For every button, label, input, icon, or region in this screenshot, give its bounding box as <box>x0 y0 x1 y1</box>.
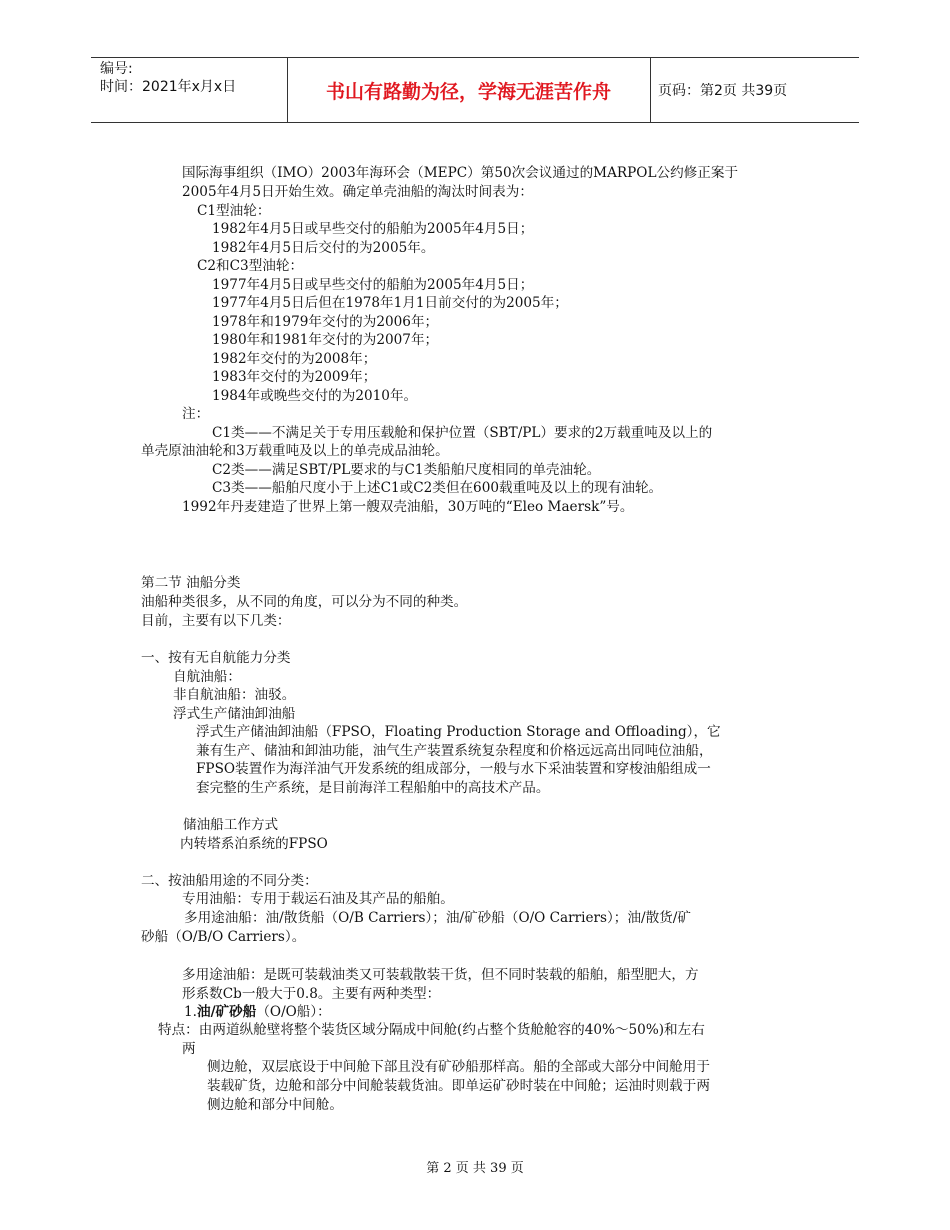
text-line: 1980年和1981年交付的为2007年； <box>212 332 439 348</box>
text-line: 1977年4月5日或早些交付的船舶为2005年4月5日； <box>212 277 534 293</box>
text-line: 浮式生产储油卸油船（FPSO，Floating Production Storage and Offloading），它 <box>196 724 721 740</box>
text-line: 非自航油船：油驳。 <box>173 687 296 703</box>
text-line: 专用油船：专用于载运石油及其产品的船舶。 <box>182 891 454 907</box>
text-line: 储油船工作方式 <box>183 817 279 833</box>
text-line: 目前，主要有以下几类： <box>141 613 291 629</box>
text-line: 1982年4月5日或早些交付的船舶为2005年4月5日； <box>212 221 534 237</box>
text-line: 2005年4月5日开始生效。确定单壳油船的淘汰时间表为： <box>182 184 533 200</box>
text-line: 国际海事组织（IMO）2003年海环会（MEPC）第50次会议通过的MARPOL公约修正案于 <box>182 165 739 181</box>
text-line: 砂船（O/B/O Carriers）。 <box>141 929 306 945</box>
text-line: C2类——满足SBT/PL要求的与C1类船舶尺度相同的单壳油轮。 <box>212 462 601 478</box>
text-line: 装载矿货，边舱和部分中间舱装载货油。即单运矿砂时装在中间舱；运油时则载于两 <box>207 1078 710 1094</box>
time-label: 时间：2021年x月x日 <box>100 79 237 95</box>
text-line <box>184 1003 331 1021</box>
text-line: 侧边舱和部分中间舱。 <box>207 1097 343 1113</box>
subheading: 二、按油船用途的不同分类： <box>141 873 318 889</box>
subheading: 一、按有无自航能力分类 <box>141 650 291 666</box>
text-line: 兼有生产、储油和卸油功能，油气生产装置系统复杂程度和价格远远高出同吨位油船， <box>196 743 713 759</box>
text-line: 单壳原油油轮和3万载重吨及以上的单壳成品油轮。 <box>141 443 449 459</box>
header-divider-right <box>650 57 651 122</box>
text-line: 注： <box>182 406 210 422</box>
text-line: 形系数Cb一般大于0.8。主要有两种类型： <box>182 986 441 1002</box>
text-line: 侧边舱，双层底设于中间舱下部且没有矿砂船那样高。船的全部或大部分中间舱用于 <box>207 1059 710 1075</box>
text-line: C3类——船舶尺度小于上述C1或C2类但在600载重吨及以上的现有油轮。 <box>212 480 663 496</box>
text-line: 1992年丹麦建造了世界上第一艘双壳油船，30万吨的“Eleo Maersk”号。 <box>182 499 634 515</box>
text-line: 油船种类很多，从不同的角度，可以分为不同的种类。 <box>141 594 468 610</box>
text-line: 多用途油船：油/散货船（O/B Carriers）；油/矿砂船（O/O Carriers）；油/散货/矿 <box>184 910 691 926</box>
item-title-suffix: （O/O船）： <box>256 1004 331 1020</box>
text-line: 1978年和1979年交付的为2006年； <box>212 314 439 330</box>
text-line: 1982年4月5日后交付的为2005年。 <box>212 240 435 256</box>
header-bottom-rule <box>91 122 859 123</box>
item-number: 1. <box>184 1004 197 1020</box>
section-heading: 第二节 油船分类 <box>141 575 241 591</box>
text-line: 套完整的生产系统，是目前海洋工程船舶中的高技术产品。 <box>196 780 550 796</box>
text-line: C1类——不满足关于专用压载舱和保护位置（SBT/PL）要求的2万载重吨及以上的 <box>212 425 713 441</box>
text-line: 1977年4月5日后但在1978年1月1日前交付的为2005年； <box>212 295 568 311</box>
text-line: 特点：由两道纵舱壁将整个装货区域分隔成中间舱(约占整个货舱舱容的40%～50%)和左右 <box>158 1022 705 1038</box>
text-line: 内转塔系泊系统的FPSO <box>180 836 328 852</box>
text-line: 自航油船： <box>173 669 241 685</box>
text-line: C1型油轮： <box>197 203 271 219</box>
text-line: 浮式生产储油卸油船 <box>173 706 296 722</box>
text-line: C2和C3型油轮： <box>197 258 304 274</box>
text-line: 多用途油船：是既可装载油类又可装载散装干货，但不同时装载的船舶，船型肥大，方 <box>182 967 699 983</box>
page-label: 页码：第2页 共39页 <box>658 83 788 99</box>
number-label: 编号: <box>100 61 133 77</box>
header-top-rule <box>91 57 859 58</box>
text-line: 1982年交付的为2008年； <box>212 351 377 367</box>
page-footer: 第 2 页 共 39 页 <box>426 1161 524 1176</box>
item-title-bold: 油/矿砂船 <box>196 1004 257 1020</box>
text-line: 1984年或晚些交付的为2010年。 <box>212 388 418 404</box>
motto-text: 书山有路勤为径，学海无涯苦作舟 <box>325 81 611 103</box>
text-line: FPSO装置作为海洋油气开发系统的组成部分，一般与水下采油装置和穿梭油船组成一 <box>196 761 711 777</box>
header-left-block <box>100 60 236 96</box>
text-line: 两 <box>182 1041 196 1057</box>
text-line: 1983年交付的为2009年； <box>212 369 377 385</box>
